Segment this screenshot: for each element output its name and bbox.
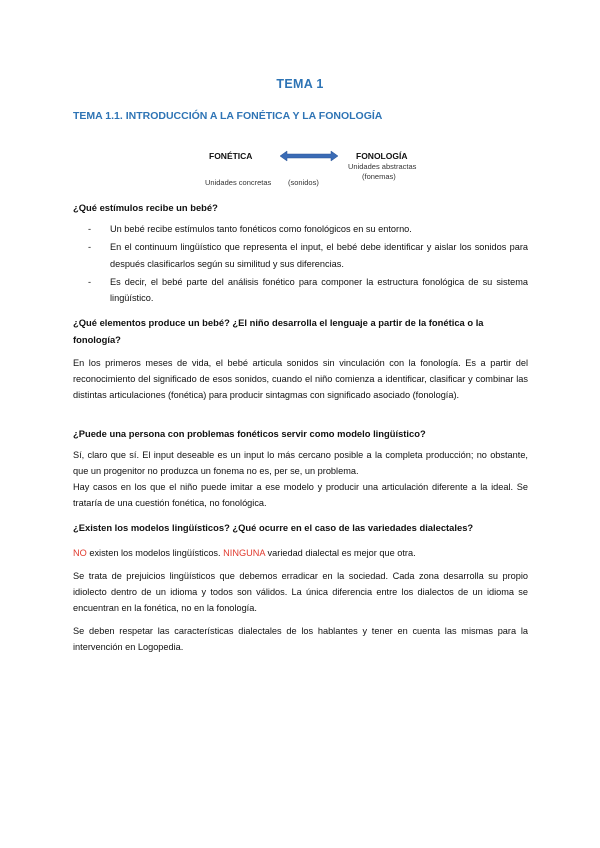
list-item: - Es decir, el bebé parte del análisis fonético para componer la estructura fonológica de su sistema lingüístico. (88, 276, 528, 303)
list-item: - Un bebé recibe estímulos tanto fonéticos como fonológicos en su entorno. (88, 224, 412, 234)
paragraph: NO existen los modelos lingüísticos. NINGUNA variedad dialectal es mejor que otra. (73, 548, 416, 558)
paragraph: En los primeros meses de vida, el bebé articula sonidos sin vinculación con la fonología. Es a partir del reconocimiento del significado de esos sonidos, cuando el niño comienza a identificar, clasificar y combinar las distintas articulaciones (fonética) para producir sintagmas con significado asociado (fonología). (73, 358, 528, 400)
paragraph: Se deben respetar las características dialectales de los hablantes y tener en cuenta las mismas para la intervención en Logopedia. (73, 626, 528, 652)
diagram-right-sub: Unidades abstractas (348, 162, 417, 171)
paragraph: Sí, claro que sí. El input deseable es un input lo más cercano posible a la completa producción; no obstante, que un progenitor no produzca un fonema no es, per se, un problema. (73, 450, 528, 476)
paragraph: Hay casos en los que el niño puede imitar a ese modelo y producir una articulación diferente a la ideal. Se trataría de una cuestión fonética, no fonológica. (73, 482, 528, 508)
diagram-left-label: FONÉTICA (209, 151, 253, 161)
diagram-right-sub2: (fonemas) (362, 172, 396, 181)
question-heading: ¿Qué estímulos recibe un bebé? (73, 202, 218, 213)
bullet-list (73, 221, 528, 308)
question-heading: ¿Qué elementos produce un bebé? ¿El niño desarrolla el lenguaje a partir de la fonética o la fonología? (73, 317, 484, 345)
diagram-right-label: FONOLOGÍA (356, 151, 408, 161)
list-item: - En el continuum lingüístico que representa el input, el bebé debe identificar y aislar los sonidos para después clasificarlos según su similitud y sus diferencias. (88, 242, 528, 269)
page-title: TEMA 1 (276, 77, 324, 91)
section-subtitle: TEMA 1.1. INTRODUCCIÓN A LA FONÉTICA Y LA FONOLOGÍA (73, 110, 383, 122)
diagram-left-sub2: (sonidos) (288, 178, 319, 187)
paragraph: Se trata de prejuicios lingüísticos que debemos erradicar en la sociedad. Cada zona desarrolla su propio idiolecto dentro de un idioma y todos son válidos. La única diferencia entre los dialectos de un idioma se encuentran en la fonética, no en la fonología. (73, 571, 528, 613)
question-heading: ¿Puede una persona con problemas fonéticos servir como modelo lingüístico? (73, 428, 426, 439)
emphasis-ninguna: NINGUNA (223, 548, 265, 558)
question-heading: ¿Existen los modelos lingüísticos? ¿Qué ocurre en el caso de las variedades dialectales? (73, 522, 474, 533)
diagram-left-sub: Unidades concretas (205, 178, 272, 187)
double-arrow-icon (280, 150, 338, 162)
emphasis-no: NO (73, 548, 87, 558)
